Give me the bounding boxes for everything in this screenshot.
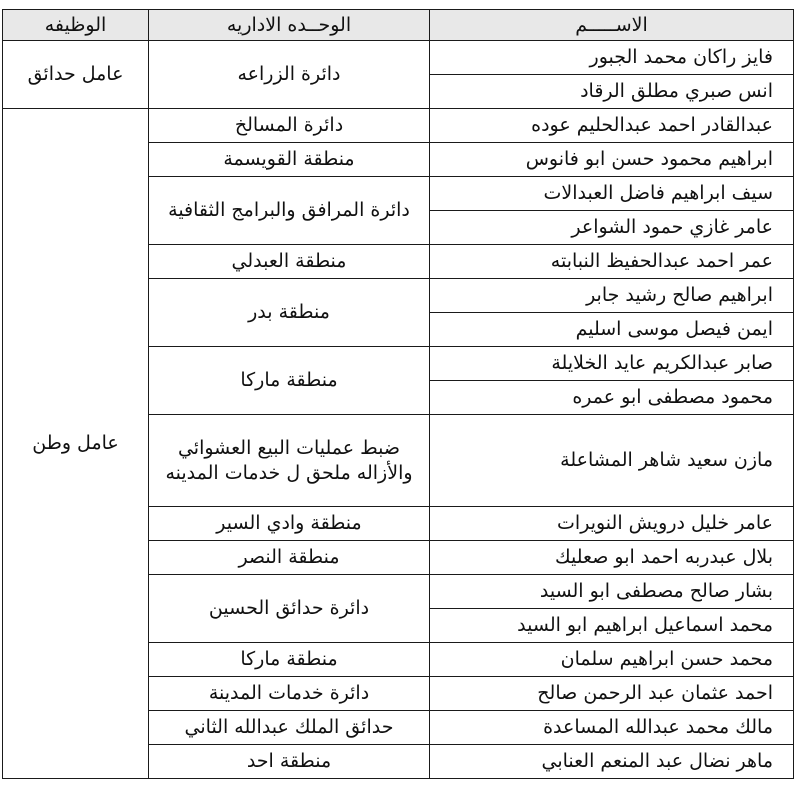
employee-name: ماهر نضال عبد المنعم العنابي: [430, 745, 794, 779]
table-row: [3, 109, 794, 143]
employee-name: ايمن فيصل موسى اسليم: [430, 313, 794, 347]
employee-name: بشار صالح مصطفى ابو السيد: [430, 575, 794, 609]
employee-name: عبدالقادر احمد عبدالحليم عوده: [430, 109, 794, 143]
employee-name: احمد عثمان عبد الرحمن صالح: [430, 677, 794, 711]
employee-name: عامر غازي حمود الشواعر: [430, 211, 794, 245]
employee-name: عمر احمد عبدالحفيظ النبابته: [430, 245, 794, 279]
admin-unit: منطقة ماركا: [149, 347, 430, 415]
admin-unit: منطقة القويسمة: [149, 143, 430, 177]
employee-name: انس صبري مطلق الرقاد: [430, 75, 794, 109]
admin-unit: ضبط عمليات البيع العشوائي والأزاله ملحق ل خدمات المدينه: [149, 415, 430, 507]
employee-table: [2, 9, 794, 779]
header-job: الوظيفه: [3, 10, 149, 41]
admin-unit: منطقة النصر: [149, 541, 430, 575]
header-row: [3, 10, 794, 41]
admin-unit: دائرة المرافق والبرامج الثقافية: [149, 177, 430, 245]
admin-unit: منطقة احد: [149, 745, 430, 779]
employee-name: سيف ابراهيم فاضل العبدالات: [430, 177, 794, 211]
job-title: عامل حدائق: [3, 41, 149, 109]
admin-unit: حدائق الملك عبدالله الثاني: [149, 711, 430, 745]
employee-name: عامر خليل درويش النويرات: [430, 507, 794, 541]
admin-unit: دائرة خدمات المدينة: [149, 677, 430, 711]
admin-unit: دائرة حدائق الحسين: [149, 575, 430, 643]
employee-name: مازن سعيد شاهر المشاعلة: [430, 415, 794, 507]
admin-unit: دائرة الزراعه: [149, 41, 430, 109]
employee-name: بلال عبدربه احمد ابو صعليك: [430, 541, 794, 575]
employee-name: مالك محمد عبدالله المساعدة: [430, 711, 794, 745]
employee-name: ابراهيم صالح رشيد جابر: [430, 279, 794, 313]
admin-unit: منطقة العبدلي: [149, 245, 430, 279]
admin-unit: دائرة المسالخ: [149, 109, 430, 143]
header-unit: الوحــده الاداريه: [149, 10, 430, 41]
employee-name: محمود مصطفى ابو عمره: [430, 381, 794, 415]
admin-unit: منطقة وادي السير: [149, 507, 430, 541]
table-row: [3, 41, 794, 75]
header-name: الاســـــم: [430, 10, 794, 41]
employee-name: ابراهيم محمود حسن ابو فانوس: [430, 143, 794, 177]
employee-name: صابر عبدالكريم عايد الخلايلة: [430, 347, 794, 381]
employee-name: فايز راكان محمد الجبور: [430, 41, 794, 75]
employee-name: محمد اسماعيل ابراهيم ابو السيد: [430, 609, 794, 643]
job-title: عامل وطن: [3, 109, 149, 779]
admin-unit: منطقة بدر: [149, 279, 430, 347]
admin-unit: منطقة ماركا: [149, 643, 430, 677]
employee-name: محمد حسن ابراهيم سلمان: [430, 643, 794, 677]
